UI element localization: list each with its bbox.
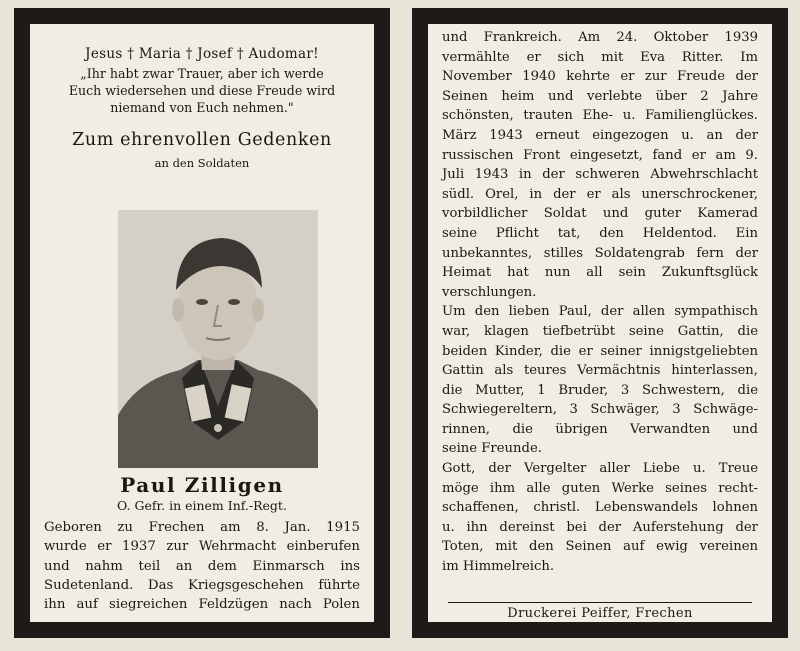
prayer-line: Toten, mit den Seinen auf ewig vereinen bbox=[442, 539, 758, 555]
mourners-line: Schwiegereltern, 3 Schwäger, 3 Schwäge- bbox=[442, 402, 758, 418]
bible-quote bbox=[44, 65, 360, 116]
bio-line: ihn auf siegreichen Feldzügen nach Polen bbox=[44, 597, 360, 613]
mourners-line: beiden Kinder, die er seiner innigstgeliebten bbox=[442, 343, 758, 359]
prayer-line: u. ihn dereinst bei der Auferstehung der bbox=[442, 519, 758, 535]
mourners-line: die Mutter, 1 Bruder, 3 Schwestern, die bbox=[442, 382, 758, 398]
bio-line: Seinen heim und verlebte über 2 Jahre bbox=[442, 88, 758, 104]
bio-line: unbekanntes, stilles Soldatengrab fern der bbox=[442, 245, 758, 261]
bio-line: vermählte er sich mit Eva Ritter. Im bbox=[442, 49, 758, 65]
bio-line: russischen Front eingesetzt, fand er am 9. bbox=[442, 147, 758, 163]
bio-line: seine Pflicht tat, den Heldentod. Ein bbox=[442, 225, 758, 241]
bio-line: vorbildlicher Soldat und guter Kamerad bbox=[442, 206, 758, 222]
religious-header: Jesus † Maria † Josef † Audomar! bbox=[85, 46, 319, 62]
right-card bbox=[412, 8, 788, 638]
left-card bbox=[14, 8, 390, 638]
bio-line: Geboren zu Frechen am 8. Jan. 1915 bbox=[44, 520, 360, 535]
prayer-line: möge ihm alle guten Werke seines recht- bbox=[442, 480, 758, 496]
quote-line: niemand von Euch nehmen." bbox=[110, 100, 294, 115]
memorial-subtitle: an den Soldaten bbox=[154, 156, 250, 170]
bio-line: Heimat hat nun all sein Zukunftsglück bbox=[442, 265, 758, 281]
bio-line: März 1943 erneut eingezogen u. an der bbox=[442, 127, 758, 143]
bio-line: verschlungen. bbox=[442, 284, 537, 300]
bio-line: Sudetenland. Das Kriegsgeschehen führte bbox=[44, 577, 360, 593]
bio-line: wurde er 1937 zur Wehrmacht einberufen bbox=[44, 539, 360, 555]
quote-line: „Ihr habt zwar Trauer, aber ich werde bbox=[80, 66, 324, 81]
biography-start bbox=[44, 518, 360, 614]
bio-line: November 1940 kehrte er zur Freude der bbox=[442, 69, 758, 85]
bio-line: Juli 1943 in der schweren Abwehrschlacht bbox=[442, 167, 758, 183]
mourners-line: rinnen, die übrigen Verwandten und bbox=[442, 421, 758, 437]
soldier-name: Paul Zilligen bbox=[120, 473, 284, 497]
prayer-line: Gott, der Vergelter aller Liebe u. Treue bbox=[442, 461, 758, 477]
bio-line: schönsten, trauten Ehe- u. Familienglückes. bbox=[442, 108, 758, 124]
printer-imprint: Druckerei Peiffer, Frechen bbox=[507, 606, 693, 621]
mourners-line: seine Freunde. bbox=[442, 441, 542, 457]
prayer-line: im Himmelreich. bbox=[442, 559, 555, 575]
bio-line: und nahm teil an dem Einmarsch ins bbox=[44, 558, 360, 574]
soldier-portrait bbox=[118, 210, 318, 468]
prayer-line: schaffenen, christl. Lebenswandels lohnen bbox=[442, 500, 758, 516]
mourners-line: war, klagen tiefbetrübt seine Gattin, die bbox=[442, 323, 758, 339]
biography-continued bbox=[442, 28, 758, 577]
mourners-line: Gattin als teures Vermächtnis hinterlassen, bbox=[442, 363, 758, 379]
soldier-rank: O. Gefr. in einem Inf.-Regt. bbox=[117, 498, 287, 513]
quote-line: Euch wiedersehen und diese Freude wird bbox=[68, 83, 336, 98]
mourners-line: Um den lieben Paul, der allen sympathisch bbox=[442, 304, 758, 320]
memorial-title: Zum ehrenvollen Gedenken bbox=[72, 130, 332, 150]
bio-line: südl. Orel, in der er als unerschrockener, bbox=[442, 186, 758, 202]
printer-divider bbox=[448, 602, 752, 603]
bio-line: und Frankreich. Am 24. Oktober 1939 bbox=[442, 30, 758, 45]
